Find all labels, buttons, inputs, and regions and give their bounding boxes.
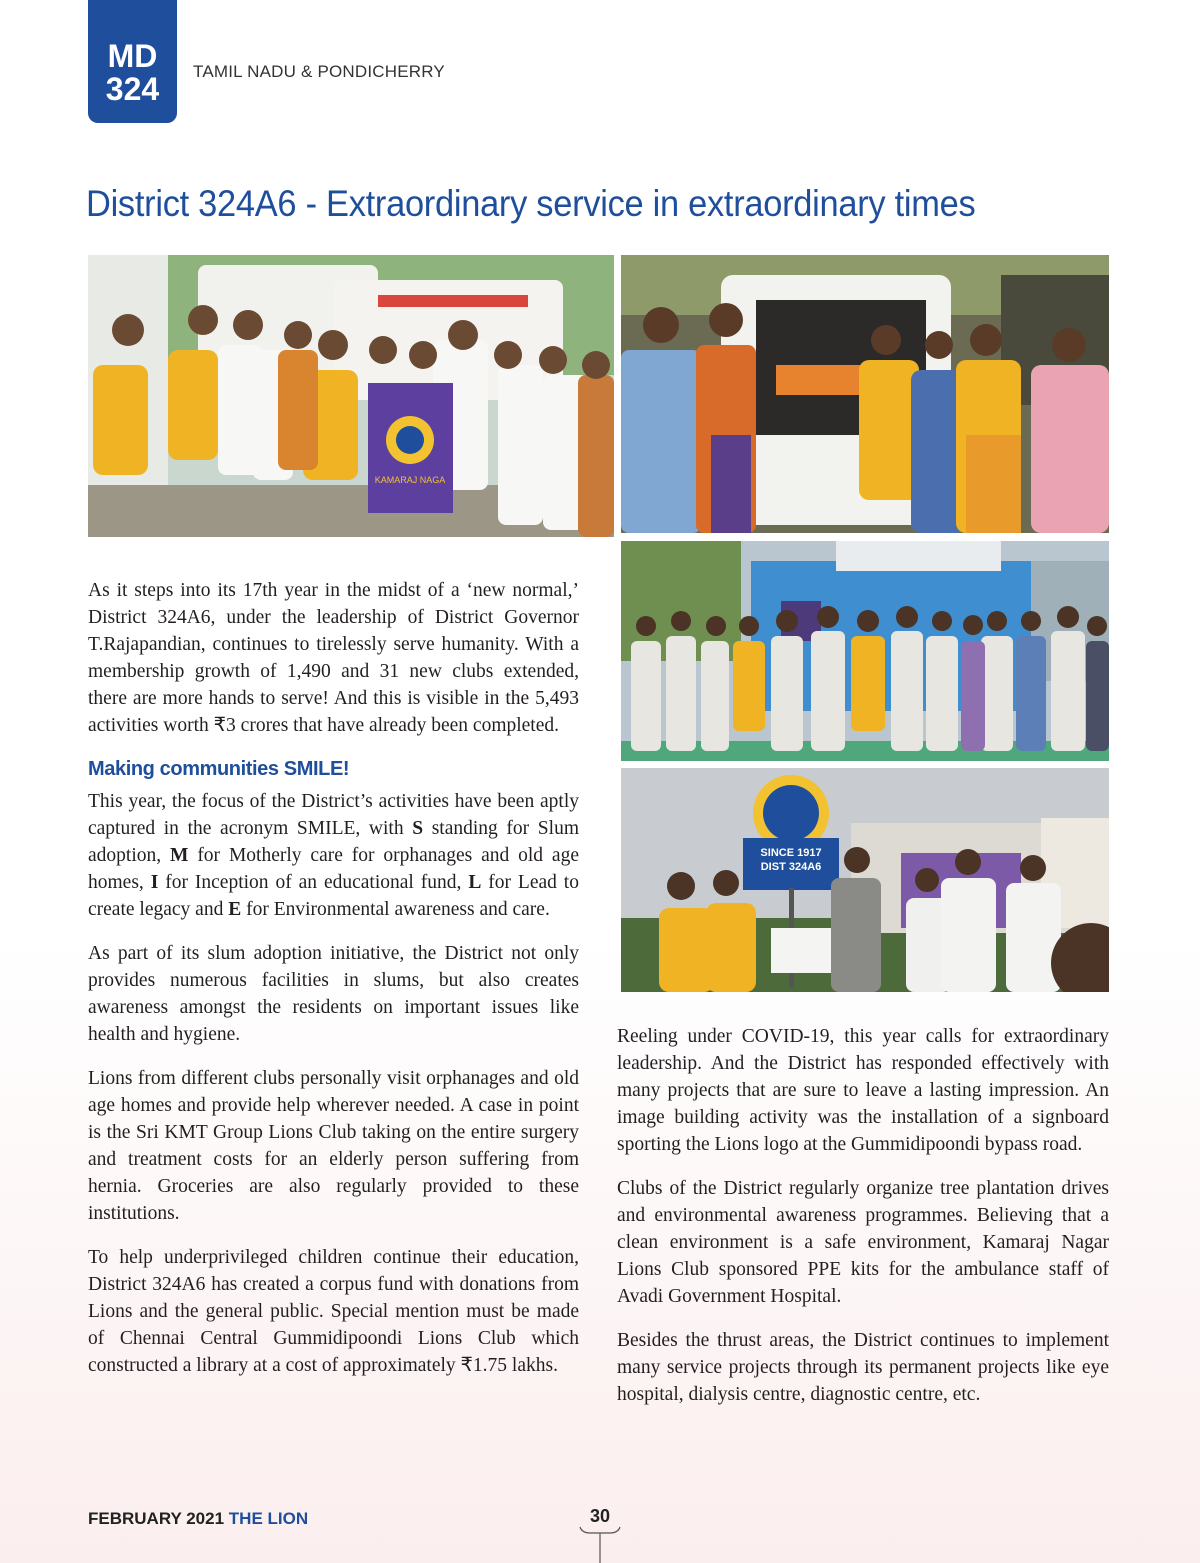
smile-l-text: for Lead to create legacy and — [88, 872, 579, 920]
smile-m: M — [170, 845, 189, 866]
smile-l: L — [468, 872, 482, 893]
paragraph-permanent-projects: Besides the thrust areas, the District continues to implement many service projects through its permanent projects like eye hospital, dialysis centre, diagnostic centre, etc. — [617, 1330, 1109, 1405]
photo-ambulance-handover — [88, 255, 614, 537]
footer-issue — [88, 1509, 308, 1529]
photo-ambulance-team — [621, 255, 1109, 533]
right-column — [617, 1023, 1109, 1425]
smile-e: E — [228, 899, 242, 920]
article-title: District 324A6 - Extraordinary service in extraordinary times — [86, 183, 976, 224]
sign-line-2: DIST 324A6 — [760, 861, 822, 873]
page-ornament-icon — [578, 1525, 622, 1563]
district-tab — [88, 0, 177, 123]
sign-line-1: SINCE 1917 — [760, 847, 822, 859]
smile-s-text: standing for Slum adoption, — [88, 818, 579, 866]
paragraph-orphanages: Lions from different clubs personally visit orphanages and old age homes and provide help wherever needed. A case in point is the Sri KMT Group Lions Club taking on the entire surgery and treatment costs for an elderly person suffering from hernia. Groceries are also regularly provided to these institutions. — [88, 1068, 579, 1224]
paragraph-slum-adoption: As part of its slum adoption initiative, the District not only provides numerous facilities in slums, but also creates awareness amongst the residents on important issues like health and hygiene. — [88, 943, 579, 1045]
smile-intro: This year, the focus of the District’s activities have been aptly captured in the acronym SMILE, with — [88, 791, 579, 839]
banner-text: KAMARAJ NAGA — [374, 475, 446, 485]
tab-line-1: MD — [107, 38, 158, 74]
photo-signboard-unveiling — [621, 768, 1109, 992]
footer-month: FEBRUARY 2021 — [88, 1509, 225, 1528]
tab-line-2: 324 — [105, 71, 160, 107]
smile-i-text: for Inception of an educational fund, — [158, 872, 469, 893]
subheading-smile: Making communities SMILE! — [88, 758, 350, 780]
region-label: TAMIL NADU & PONDICHERRY — [193, 62, 445, 81]
paragraph-environment: Clubs of the District regularly organize tree plantation drives and environmental awareness programmes. Believing that a clean environment is a safe environment, Kamaraj Nagar Lions Club sponsored PPE kits for the ambulance staff of Avadi Government Hospital. — [617, 1178, 1109, 1307]
smile-s: S — [412, 818, 424, 839]
smile-e-text: for Environmental awareness and care. — [241, 899, 550, 920]
smile-i: I — [150, 872, 159, 893]
paragraph-education-fund: To help underprivileged children continue their education, District 324A6 has created a corpus fund with donations from Lions and the general public. Special mention must be made of Chennai Central Gummidipoondi Lions Club which constructed a library at a cost of approximately ₹1.75 lakhs. — [88, 1247, 579, 1376]
photo-group-building — [621, 541, 1109, 761]
page-number: 30 — [589, 1506, 611, 1526]
smile-m-text: for Motherly care for orphanages and old age homes, — [88, 845, 579, 893]
paragraph-smile — [88, 788, 579, 923]
paragraph-intro: As it steps into its 17th year in the midst of a ‘new normal,’ District 324A6, under the leadership of District Governor T.Rajapandian, continues to tirelessly serve humanity. With a membership growth of 1,490 and 31 new clubs extended, there are more hands to serve! And this is visible in the 5,493 activities worth ₹3 crores that have already been completed. — [88, 580, 579, 736]
footer-magazine: THE LION — [228, 1509, 309, 1528]
paragraph-covid: Reeling under COVID-19, this year calls for extraordinary leadership. And the District has responded effectively with many projects that are sure to leave a lasting impression. An image building activity was the installation of a signboard sporting the Lions logo at the Gummidipoondi bypass road. — [617, 1026, 1109, 1155]
left-column — [88, 577, 579, 1396]
